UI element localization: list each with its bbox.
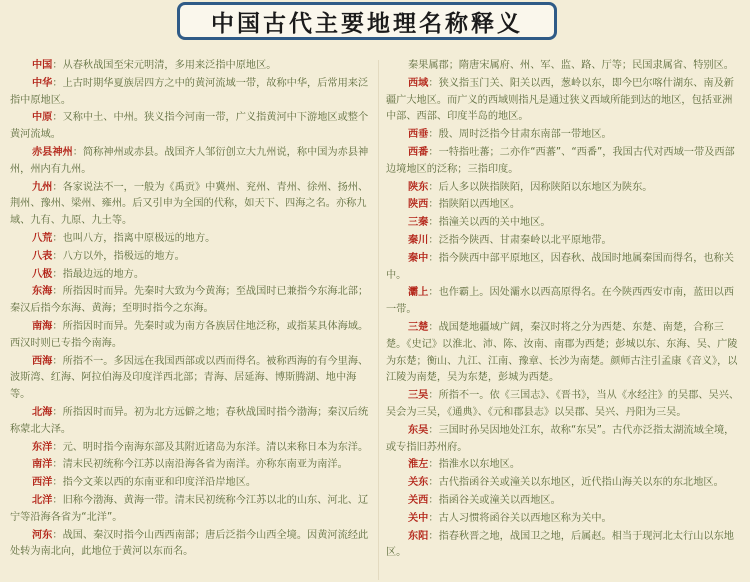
entry-colon: ：: [72, 146, 83, 158]
entry-definition: 又称中土、中州。狭义指今河南一带，广义指黄河中下游地区或整个黄河流域。: [10, 112, 369, 141]
entry-definition: 八方以外，指极远的地方。: [62, 250, 185, 262]
glossary-entry: [386, 285, 742, 319]
entry-term: 秦中: [408, 252, 429, 264]
entry-colon: ：: [428, 217, 439, 229]
glossary-entry: [10, 528, 370, 562]
glossary-entry: [386, 511, 742, 528]
glossary-entry: [10, 493, 370, 527]
entry-definition: 战国楚地疆域广阔，秦汉时将之分为西楚、东楚、南楚，合称三楚。《史记》以淮北、沛、陈、汝南、南郡为西楚；彭城以东、东海、吴、广陵为东楚；衡山、九江、江南、豫章、长沙为南楚。颜师古注引孟康《音义》，以江陵为南楚，吴为东楚，彭城为西楚。: [386, 321, 738, 384]
entry-colon: ：: [52, 441, 63, 453]
entry-colon: ：: [52, 181, 63, 193]
entry-term: 赤县神州: [32, 146, 73, 158]
entry-colon: ：: [428, 390, 439, 402]
glossary-entry: [386, 127, 742, 144]
entry-definition: 古人习惯将函谷关以西地区称为关中。: [438, 512, 612, 524]
glossary-entry: [386, 58, 742, 75]
entry-definition: 清末民初统称今江苏以南沿海各省为南洋。亦称东南亚为南洋。: [62, 459, 348, 471]
glossary-entry: [386, 423, 742, 457]
page-title: 中国古代主要地理名称释义: [211, 9, 523, 37]
glossary-entry: [10, 405, 370, 439]
entry-definition: 简称神州或赤县。战国齐人邹衍创立大九州说，称中国为赤县神州，州内有九州。: [10, 146, 369, 175]
entry-term: 三吴: [408, 390, 429, 402]
entry-definition: 指春秋晋之地，战国卫之地，后属赵。相当于现河北太行山以东地区。: [386, 530, 734, 559]
entry-definition: 所指因时而异。先秦时或为南方各族居住地泛称，或指某具体海域。西汉时则已专指今南海。: [10, 320, 369, 349]
glossary-entry: [10, 440, 370, 457]
entry-term: 西垂: [408, 129, 429, 141]
entry-colon: ：: [52, 268, 63, 280]
glossary-entry: [386, 529, 742, 563]
entry-colon: ：: [428, 234, 439, 246]
entry-term: 九州: [32, 181, 53, 193]
glossary-entry: [386, 388, 742, 422]
entry-term: 南海: [32, 320, 53, 332]
entry-colon: ：: [52, 406, 63, 418]
entry-term: 关中: [408, 512, 429, 524]
entry-colon: ：: [428, 494, 439, 506]
glossary-entry: [10, 354, 370, 404]
glossary-entry: [386, 493, 742, 510]
entry-definition: 旧称今渤海、黄海一带。清末民初统称今江苏以北的山东、河北、辽宁等沿海各省为“北洋”。: [10, 494, 369, 523]
glossary-entry: [10, 475, 370, 492]
entry-definition: 所指不一。多因远在我国西部或以西而得名。被称西海的有今里海、波斯湾、红海、阿拉伯海及印度洋西北部；青海、居延海、博斯腾湖、地中海等。: [10, 355, 369, 401]
entry-definition: 指淮水以东地区。: [438, 459, 521, 471]
glossary-entry: [386, 197, 742, 214]
entry-colon: ：: [52, 286, 63, 298]
entry-term: 西域: [408, 77, 429, 89]
column-divider: [378, 60, 379, 580]
entry-term: 河东: [32, 529, 53, 541]
entry-colon: ：: [52, 494, 63, 506]
entry-colon: ：: [428, 530, 439, 542]
glossary-entry: [10, 249, 370, 266]
glossary-entry: [10, 319, 370, 353]
glossary-entry: [10, 231, 370, 248]
entry-colon: ：: [428, 252, 439, 264]
entry-definition: 指函谷关或潼关以西地区。: [438, 494, 561, 506]
entry-term: 八荒: [32, 232, 53, 244]
entry-colon: ：: [52, 112, 63, 124]
entry-term: 八极: [32, 268, 53, 280]
entry-definition: 殷、周时泛指今甘肃东南部一带地区。: [438, 129, 612, 141]
glossary-entry: [10, 76, 370, 110]
entry-colon: ：: [52, 77, 63, 89]
entry-term: 秦川: [408, 234, 429, 246]
entry-definition: 三国时孙吴因地处江东，故称“东吴”。古代亦泛指太湖流域全境，或专指旧苏州府。: [386, 424, 735, 453]
entry-definition: 从春秋战国至宋元明清，多用来泛指中原地区。: [62, 60, 277, 71]
entry-colon: ：: [428, 146, 439, 158]
entry-term: 西洋: [32, 477, 53, 489]
entry-definition: 也作霸上。因处灞水以西高原得名。在今陕西西安市南，蓝田以西一带。: [386, 287, 734, 316]
glossary-entry: [10, 180, 370, 230]
entry-term: 中原: [32, 112, 53, 124]
entry-definition: 一特指吐蕃；二亦作“西蕃”、“西番”，我国古代对西域一带及西部边境地区的泛称；三指印度。: [386, 146, 735, 175]
entry-definition: 指今文莱以西的东南亚和印度洋沿岸地区。: [62, 477, 257, 489]
entry-term: 东海: [32, 286, 53, 298]
glossary-entry: [10, 284, 370, 318]
entry-colon: ：: [52, 60, 63, 71]
entry-colon: ：: [428, 424, 439, 436]
page-title-banner: [177, 2, 557, 40]
entry-colon: ：: [428, 477, 439, 489]
entry-colon: ：: [428, 512, 439, 524]
entry-colon: ：: [52, 529, 63, 541]
right-column: [386, 58, 742, 563]
entry-colon: ：: [52, 232, 63, 244]
entry-colon: ：: [428, 129, 439, 141]
entry-definition: 指最边远的地方。: [62, 268, 145, 280]
entry-term: 淮左: [408, 459, 429, 471]
entry-definition: 也叫八方，指离中原极远的地方。: [62, 232, 216, 244]
entry-definition: 狭义指玉门关、阳关以西，葱岭以东，即今巴尔喀什湖东、南及新疆广大地区。而广义的西域则指凡是通过狭义西域所能到达的地区，包括亚洲中部、西部、印度半岛的地区。: [386, 77, 734, 123]
entry-term: 中华: [32, 77, 53, 89]
entry-term: 三秦: [408, 217, 429, 229]
entry-colon: ：: [428, 77, 439, 89]
entry-definition: 所指因时而异。初为北方远僻之地；春秋战国时指今渤海；秦汉后统称蒙北大泽。: [10, 406, 369, 435]
entry-term: 三楚: [408, 321, 429, 333]
entry-term: 北海: [32, 406, 53, 418]
entry-term: 灞上: [408, 287, 429, 299]
glossary-entry: [386, 457, 742, 474]
glossary-entry: [386, 145, 742, 179]
entry-definition: 后人多以陕指陕陌，因称陕陌以东地区为陕东。: [438, 181, 653, 193]
glossary-entry: [386, 251, 742, 285]
entry-definition: 所指不一。依《三国志》、《晋书》，当从《水经注》的吴郡、吴兴、吴会为三吴，《通典》、《元和郡县志》以吴郡、吴兴、丹阳为三吴。: [386, 390, 740, 418]
glossary-entry: [10, 110, 370, 144]
entry-definition: 泛指今陕西、甘肃秦岭以北平原地带。: [438, 234, 612, 246]
entry-term: 中国: [32, 60, 53, 71]
entry-colon: ：: [428, 321, 439, 333]
entry-term: 东阳: [408, 530, 429, 542]
entry-term: 陕西: [408, 199, 429, 211]
glossary-entry: [10, 457, 370, 474]
entry-colon: ：: [428, 287, 439, 299]
entry-term: 东吴: [408, 424, 429, 436]
entry-colon: ：: [428, 199, 439, 211]
glossary-entry: [386, 475, 742, 492]
entry-definition: 战国、秦汉时指今山西西南部；唐后泛指今山西全境。因黄河流经此处转为南北向，此地位于黄河以东而名。: [10, 529, 369, 558]
left-column: [10, 58, 370, 562]
entry-term: 关东: [408, 477, 429, 489]
glossary-entry: [386, 180, 742, 197]
glossary-entry: [386, 233, 742, 250]
glossary-entry: [386, 215, 742, 232]
entry-colon: ：: [52, 477, 63, 489]
entry-colon: ：: [52, 250, 63, 262]
entry-definition: 所指因时而异。先秦时大致为今黄海；至战国时已兼指今东海北部；秦汉后指今东海、黄海；至明时指今之东海。: [10, 286, 369, 315]
entry-definition: 元、明时指今南海东部及其附近诸岛为东洋。清以来称日本为东洋。: [62, 441, 369, 453]
entry-term: 关西: [408, 494, 429, 506]
entry-definition: 指潼关以西的关中地区。: [438, 217, 551, 229]
entry-definition: 指陕陌以西地区。: [438, 199, 521, 211]
entry-term: 东洋: [32, 441, 53, 453]
glossary-entry: [386, 76, 742, 126]
entry-colon: ：: [428, 181, 439, 193]
entry-term: 南洋: [32, 459, 53, 471]
entry-definition: 古代指函谷关或潼关以东地区，近代指山海关以东的东北地区。: [438, 477, 724, 489]
entry-colon: ：: [52, 320, 63, 332]
entry-term: 北洋: [32, 494, 53, 506]
entry-definition: 上古时期华夏族居四方之中的黄河流域一带，故称中华，后常用来泛指中原地区。: [10, 77, 369, 106]
entry-colon: ：: [428, 459, 439, 471]
entry-colon: ：: [52, 355, 63, 367]
glossary-entry: [10, 58, 370, 75]
entry-term: 西海: [32, 355, 53, 367]
entry-definition: 秦果属郡；隋唐宋属府、州、军、监、路、厅等；民国隶属省、特别区。: [408, 60, 734, 71]
glossary-entry: [10, 145, 370, 179]
glossary-entry: [10, 267, 370, 284]
entry-colon: ：: [52, 459, 63, 471]
entry-term: 陕东: [408, 181, 429, 193]
entry-definition: 各家说法不一，一般为《禹贡》中冀州、兖州、青州、徐州、扬州、荆州、豫州、梁州、雍州。后又引申为全国的代称，如天下、四海之名。亦称九域、九有、九原、九土等。: [10, 181, 369, 227]
entry-term: 八表: [32, 250, 53, 262]
glossary-entry: [386, 320, 742, 387]
entry-term: 西番: [408, 146, 429, 158]
entry-definition: 指今陕西中部平原地区，因春秋、战国时地属秦国而得名，也称关中。: [386, 252, 734, 281]
